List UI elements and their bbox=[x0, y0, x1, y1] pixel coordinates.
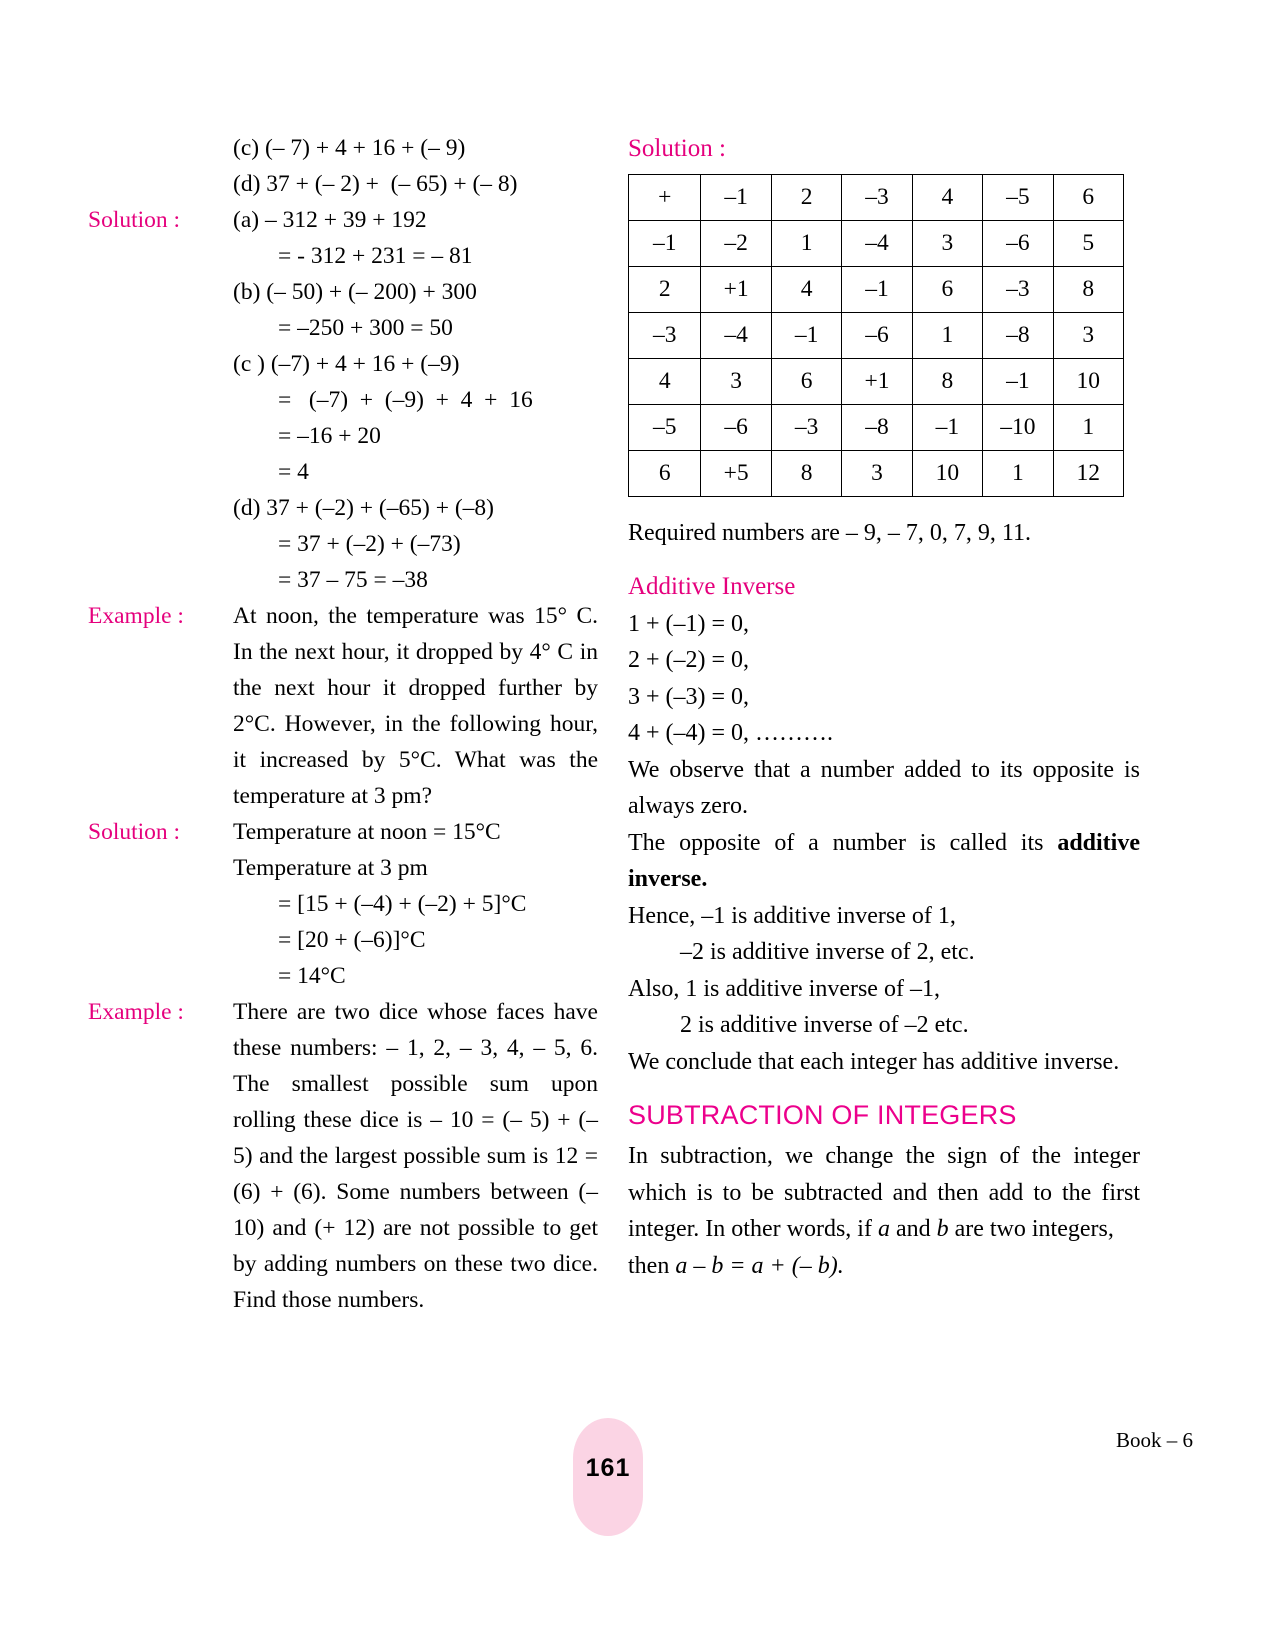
table-cell: –1 bbox=[771, 313, 841, 359]
table-cell: –3 bbox=[629, 313, 701, 359]
table-cell: 8 bbox=[1053, 267, 1123, 313]
table-cell: 1 bbox=[771, 221, 841, 267]
table-row bbox=[629, 221, 1124, 267]
opposite-paragraph bbox=[628, 825, 1140, 898]
table-cell: 3 bbox=[912, 221, 982, 267]
additive-line: 4 + (–4) = 0, ………. bbox=[628, 720, 834, 746]
solution-line: = - 312 + 231 = – 81 bbox=[278, 243, 473, 269]
solution-line: (c ) (–7) + 4 + 16 + (–9) bbox=[233, 351, 460, 377]
example-text-1: At noon, the temperature was 15° C. In the next hour, it dropped by 4° C in the next hour it dropped further by 2°C. However, in the following hour, it increased by 5°C. What was the temperature at 3 pm? bbox=[233, 603, 598, 809]
subtraction-text-b: and bbox=[889, 1216, 937, 1242]
table-cell: 2 bbox=[629, 267, 701, 313]
solution-line: (b) (– 50) + (– 200) + 300 bbox=[233, 279, 477, 305]
hence-line-1: Hence, –1 is additive inverse of 1, bbox=[628, 902, 956, 929]
solution-line: Temperature at noon = 15°C bbox=[233, 819, 501, 845]
table-cell: –1 bbox=[912, 405, 982, 451]
table-cell: 4 bbox=[629, 359, 701, 405]
table-cell: 8 bbox=[771, 451, 841, 497]
section-heading-subtraction: SUBTRACTION OF INTEGERS bbox=[628, 1100, 1017, 1130]
table-cell: 4 bbox=[912, 175, 982, 221]
solution-line: = 37 – 75 = –38 bbox=[278, 567, 428, 593]
additive-line: 2 + (–2) = 0, bbox=[628, 647, 750, 673]
table-row bbox=[629, 359, 1124, 405]
table-cell: 1 bbox=[983, 451, 1053, 497]
table-row bbox=[629, 313, 1124, 359]
table-cell: –5 bbox=[983, 175, 1053, 221]
book-label: Book – 6 bbox=[1115, 1428, 1193, 1452]
addition-table-body bbox=[629, 175, 1124, 497]
solution-line: = [15 + (–4) + (–2) + 5]°C bbox=[278, 891, 527, 917]
table-cell: 10 bbox=[912, 451, 982, 497]
table-cell: + bbox=[629, 175, 701, 221]
table-cell: –6 bbox=[983, 221, 1053, 267]
subtraction-text-c: are two integers, bbox=[948, 1216, 1114, 1242]
table-cell: –1 bbox=[629, 221, 701, 267]
table-cell: –1 bbox=[842, 267, 912, 313]
subtraction-text-a: In subtraction, we change the sign of the integer which is to be subtracted and then add to the first integer. In other words, if bbox=[628, 1143, 1140, 1242]
table-cell: –10 bbox=[983, 405, 1053, 451]
example-text-2: There are two dice whose faces have these numbers: – 1, 2, – 3, 4, – 5, 6. The smallest possible sum upon rolling these dice is – 10 = (– 5) + (– 5) and the largest possible sum is 12 = (6) + (6). Some numbers between (– 10) and (+ 12) are not possible to get by adding numbers on these two dice. Find those numbers. bbox=[233, 999, 598, 1313]
table-cell: 10 bbox=[1053, 359, 1123, 405]
table-cell: 1 bbox=[912, 313, 982, 359]
table-cell: +1 bbox=[701, 267, 771, 313]
required-numbers: Required numbers are – 9, – 7, 0, 7, 9, 11. bbox=[628, 520, 1032, 546]
subtraction-formula-line bbox=[628, 1248, 1140, 1285]
addition-table bbox=[628, 174, 1124, 497]
also-line-1: Also, 1 is additive inverse of –1, bbox=[628, 975, 940, 1002]
example-label-2: Example : bbox=[88, 999, 184, 1025]
table-cell: 6 bbox=[912, 267, 982, 313]
formula-expression: a – b = a + (– b). bbox=[675, 1252, 844, 1279]
addition-table-wrap bbox=[628, 174, 1140, 497]
additive-inverse-term: additive inverse. bbox=[628, 829, 1140, 892]
formula-prefix: then bbox=[628, 1252, 676, 1279]
additive-line: 3 + (–3) = 0, bbox=[628, 683, 750, 710]
table-cell: 2 bbox=[771, 175, 841, 221]
solution-line: = –250 + 300 = 50 bbox=[278, 315, 453, 341]
right-column bbox=[628, 130, 1140, 1284]
solution-line: = 37 + (–2) + (–73) bbox=[278, 531, 461, 557]
example-block-2 bbox=[88, 994, 598, 1318]
table-cell: –3 bbox=[983, 267, 1053, 313]
solution-block-2 bbox=[88, 814, 598, 994]
item-c: (c) (– 7) + 4 + 16 + (– 9) bbox=[233, 135, 466, 161]
table-cell: 5 bbox=[1053, 221, 1123, 267]
solution-line: = 14°C bbox=[278, 963, 346, 989]
subtraction-paragraph bbox=[628, 1138, 1140, 1248]
solution-line: Temperature at 3 pm bbox=[233, 855, 428, 881]
table-cell: –4 bbox=[701, 313, 771, 359]
solution-block-1 bbox=[88, 202, 598, 598]
page-number: 161 bbox=[585, 1454, 631, 1482]
table-row bbox=[629, 175, 1124, 221]
solution-line: = –16 + 20 bbox=[278, 423, 381, 449]
table-cell: –5 bbox=[629, 405, 701, 451]
table-row bbox=[629, 451, 1124, 497]
solution-line: = [20 + (–6)]°C bbox=[278, 927, 426, 953]
example-label-1: Example : bbox=[88, 603, 184, 629]
page-number-badge bbox=[573, 1418, 643, 1536]
table-cell: +5 bbox=[701, 451, 771, 497]
table-cell: –8 bbox=[983, 313, 1053, 359]
additive-inverse-heading: Additive Inverse bbox=[628, 572, 796, 600]
table-cell: –8 bbox=[842, 405, 912, 451]
table-cell: +1 bbox=[842, 359, 912, 405]
solution-label-right: Solution : bbox=[628, 135, 726, 162]
variable-b: b bbox=[936, 1216, 949, 1242]
observation-paragraph: We observe that a number added to its opposite is always zero. bbox=[628, 756, 1140, 819]
table-cell: 6 bbox=[771, 359, 841, 405]
table-cell: –3 bbox=[771, 405, 841, 451]
table-cell: –2 bbox=[701, 221, 771, 267]
solution-body-1 bbox=[233, 202, 598, 598]
left-column bbox=[88, 130, 598, 1318]
table-cell: –1 bbox=[701, 175, 771, 221]
table-row bbox=[629, 267, 1124, 313]
solution-label-1: Solution : bbox=[88, 207, 181, 233]
solution-line: (d) 37 + (–2) + (–65) + (–8) bbox=[233, 495, 494, 521]
variable-a: a bbox=[877, 1216, 890, 1242]
item-d: (d) 37 + (– 2) + (– 65) + (– 8) bbox=[233, 171, 518, 197]
table-cell: 3 bbox=[701, 359, 771, 405]
table-cell: 3 bbox=[842, 451, 912, 497]
table-cell: 1 bbox=[1053, 405, 1123, 451]
table-cell: 8 bbox=[912, 359, 982, 405]
table-cell: 3 bbox=[1053, 313, 1123, 359]
table-cell: 12 bbox=[1053, 451, 1123, 497]
example-block-1 bbox=[88, 598, 598, 814]
additive-line: 1 + (–1) = 0, bbox=[628, 610, 750, 637]
hence-line-2: –2 is additive inverse of 2, etc. bbox=[680, 939, 975, 965]
solution-line: = 4 bbox=[278, 459, 309, 485]
also-line-2: 2 is additive inverse of –2 etc. bbox=[680, 1012, 969, 1038]
table-cell: –3 bbox=[842, 175, 912, 221]
solution-label-2: Solution : bbox=[88, 819, 181, 845]
solution-line: (a) – 312 + 39 + 192 bbox=[233, 207, 427, 233]
table-cell: –1 bbox=[983, 359, 1053, 405]
solution-line: = (–7) + (–9) + 4 + 16 bbox=[278, 387, 533, 413]
table-cell: –6 bbox=[842, 313, 912, 359]
table-row bbox=[629, 405, 1124, 451]
table-cell: –4 bbox=[842, 221, 912, 267]
table-cell: 6 bbox=[629, 451, 701, 497]
solution-body-2 bbox=[233, 814, 598, 994]
conclusion-paragraph: We conclude that each integer has additive inverse. bbox=[628, 1048, 1120, 1075]
opposite-paragraph-text: The opposite of a number is called its bbox=[628, 829, 1058, 856]
table-cell: –6 bbox=[701, 405, 771, 451]
table-cell: 4 bbox=[771, 267, 841, 313]
table-cell: 6 bbox=[1053, 175, 1123, 221]
